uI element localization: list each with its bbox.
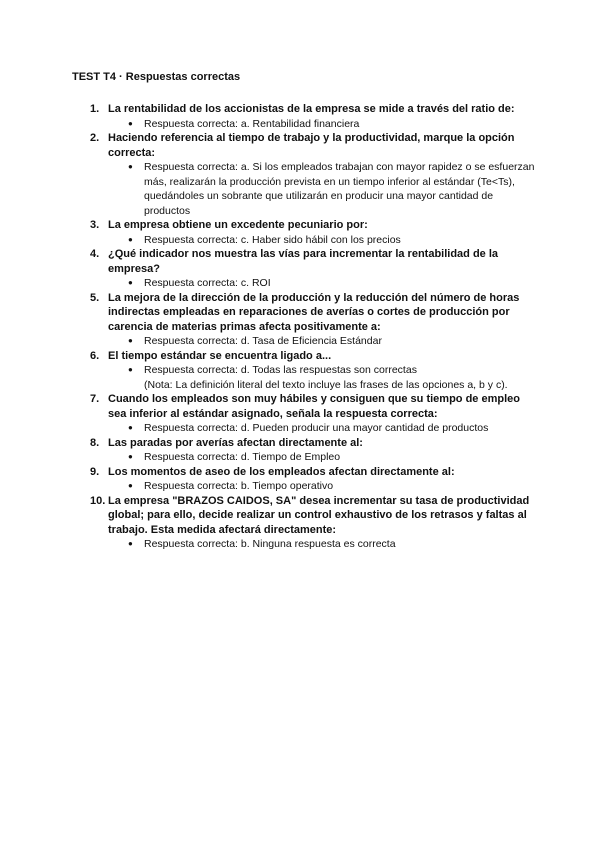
bullet-icon: ● (128, 118, 133, 128)
document-title: TEST T4 · Respuestas correctas (72, 71, 241, 83)
question-item (72, 494, 540, 552)
question-number: 3. (90, 219, 100, 231)
answer-list (108, 160, 540, 218)
question-item (72, 349, 540, 393)
answer-list (108, 450, 540, 465)
answer-item (108, 421, 540, 436)
bullet-icon: ● (128, 234, 133, 244)
answer-text: Respuesta correcta: c. ROI (144, 277, 271, 289)
question-list (72, 102, 540, 552)
question-text: La empresa "BRAZOS CAIDOS, SA" desea incrementar su tasa de productividad global; para ello, decide realizar un control exhaustivo de los retrasos y faltas al trabajo. Esta medida afectará directamente: (108, 494, 530, 536)
question-text: Haciendo referencia al tiempo de trabajo y la productividad, marque la opción correcta: (108, 132, 515, 159)
bullet-icon: ● (128, 452, 133, 461)
answer-text: Respuesta correcta: b. Tiempo operativo (144, 480, 334, 492)
answer-text: Respuesta correcta: a. Si los empleados trabajan con mayor rapidez o se esfuerzan más, realizarán la producción prevista en un tiempo inferior al estándar (Te<Ts), quedándoles un sobrante que utilizarán en producir una mayor cantidad de productos (144, 161, 535, 217)
question-item (72, 436, 540, 465)
bullet-icon: ● (128, 336, 133, 345)
bullet-icon: ● (128, 365, 133, 374)
answer-item (108, 363, 540, 392)
answer-item (108, 479, 540, 494)
answer-text: Respuesta correcta: d. Tasa de Eficiencia Estándar (144, 335, 382, 347)
question-item (72, 102, 540, 131)
question-item (72, 291, 540, 349)
question-text: Los momentos de aseo de los empleados afectan directamente al: (108, 465, 455, 478)
answer-text: Respuesta correcta: d. Todas las respuestas son correctas (144, 364, 417, 376)
question-number: 2. (90, 132, 100, 144)
question-number: 4. (90, 248, 100, 260)
question-number: 10. (90, 494, 106, 507)
question-text: ¿Qué indicador nos muestra las vías para incrementar la rentabilidad de la empresa? (108, 248, 499, 275)
answer-item (108, 233, 540, 248)
answer-item (108, 160, 540, 218)
answer-list (108, 117, 540, 132)
question-number: 1. (90, 103, 100, 115)
answer-item (108, 117, 540, 132)
answer-text: Respuesta correcta: c. Haber sido hábil con los precios (144, 233, 401, 246)
bullet-icon: ● (128, 481, 133, 490)
answer-list (108, 363, 540, 392)
question-text: El tiempo estándar se encuentra ligado a... (108, 349, 332, 362)
question-item (72, 131, 540, 218)
bullet-icon: ● (128, 278, 133, 287)
question-number: 5. (90, 291, 100, 304)
question-number: 6. (90, 349, 100, 362)
question-item (72, 247, 540, 291)
answer-item (108, 537, 540, 552)
question-text: Cuando los empleados son muy hábiles y consiguen que su tiempo de empleo sea inferior al estándar asignado, señala la respuesta correcta: (108, 393, 520, 420)
question-item (72, 392, 540, 436)
answer-text: Respuesta correcta: d. Tiempo de Empleo (144, 451, 341, 463)
question-text: La empresa obtiene un excedente pecuniario por: (108, 219, 368, 231)
answer-item (108, 276, 540, 291)
answer-text: Respuesta correcta: a. Rentabilidad financiera (144, 117, 360, 130)
answer-note: (Nota: La definición literal del texto incluye las frases de las opciones a, b y c). (144, 378, 508, 391)
question-item (72, 465, 540, 494)
answer-list (108, 421, 540, 436)
bullet-icon: ● (128, 539, 133, 548)
question-number: 9. (90, 465, 100, 478)
question-text: La mejora de la dirección de la producción y la reducción del número de horas indirectas empleadas en reparaciones de averías o cortes de producción por carencia de materias primas afecta positivamente a: (108, 291, 520, 333)
question-number: 7. (90, 393, 100, 405)
answer-text: Respuesta correcta: d. Pueden producir una mayor cantidad de productos (144, 422, 489, 434)
question-text: La rentabilidad de los accionistas de la empresa se mide a través del ratio de: (108, 103, 515, 115)
answer-list (108, 276, 540, 291)
answer-list (108, 334, 540, 349)
answer-item (108, 450, 540, 465)
bullet-icon: ● (128, 423, 133, 432)
answer-item (108, 334, 540, 349)
bullet-icon: ● (128, 162, 133, 171)
question-number: 8. (90, 436, 100, 449)
answer-list (108, 233, 540, 248)
question-item (72, 218, 540, 247)
answer-list (108, 537, 540, 552)
answer-list (108, 479, 540, 494)
question-text: Las paradas por averías afectan directamente al: (108, 436, 363, 449)
answer-text: Respuesta correcta: b. Ninguna respuesta es correcta (144, 538, 396, 550)
